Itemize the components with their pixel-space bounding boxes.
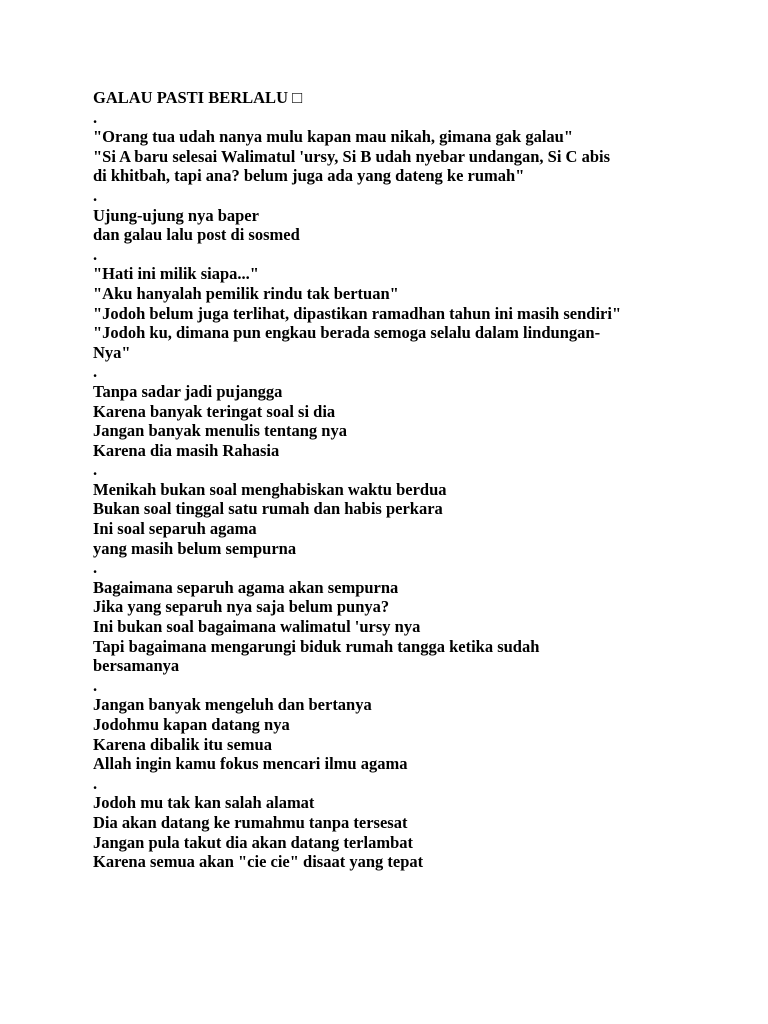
text-line: .	[93, 773, 98, 793]
document-body	[93, 108, 733, 872]
text-line: .	[93, 107, 98, 127]
text-line: .	[93, 185, 98, 205]
text-line: Jodohmu kapan datang nya	[93, 715, 290, 734]
text-line: .	[93, 675, 98, 695]
text-line: Ujung-ujung nya baper	[93, 205, 259, 225]
text-line: Karena dia masih Rahasia	[93, 440, 280, 460]
text-line: Nya"	[93, 342, 131, 362]
text-line: Tapi bagaimana mengarungi biduk rumah tangga ketika sudah	[93, 636, 540, 656]
text-line: Jangan banyak menulis tentang nya	[93, 421, 347, 441]
document-page	[93, 88, 733, 872]
document-title: GALAU PASTI BERLALU □	[93, 88, 303, 107]
text-line: Karena dibalik itu semua	[93, 734, 272, 754]
text-line: Karena banyak teringat soal si dia	[93, 401, 336, 421]
text-line: Ini soal separuh agama	[93, 519, 257, 539]
text-line: di khitbah, tapi ana? belum juga ada yang dateng ke rumah"	[93, 166, 525, 186]
text-line: .	[93, 460, 98, 480]
text-line: dan galau lalu post di sosmed	[93, 225, 300, 245]
text-line: yang masih belum sempurna	[93, 538, 297, 558]
text-line: Bukan soal tinggal satu rumah dan habis perkara	[93, 499, 443, 519]
text-line: Jangan pula takut dia akan datang terlambat	[93, 832, 413, 852]
text-line: Menikah bukan soal menghabiskan waktu berdua	[93, 479, 447, 499]
text-line: Dia akan datang ke rumahmu tanpa tersesat	[93, 812, 408, 832]
text-line: Ini bukan soal bagaimana walimatul 'ursy nya	[93, 617, 421, 637]
text-line: "Si A baru selesai Walimatul 'ursy, Si B udah nyebar undangan, Si C abis	[93, 146, 611, 166]
text-line: "Hati ini milik siapa..."	[93, 264, 259, 284]
text-line: Karena semua akan "cie cie" disaat yang tepat	[93, 852, 424, 872]
text-line: .	[93, 558, 98, 578]
text-line: bersamanya	[93, 656, 180, 676]
text-line: "Jodoh belum juga terlihat, dipastikan ramadhan tahun ini masih sendiri"	[93, 303, 622, 323]
text-line: .	[93, 362, 98, 382]
text-line: Jika yang separuh nya saja belum punya?	[93, 597, 390, 617]
text-line: Tanpa sadar jadi pujangga	[93, 381, 283, 401]
text-line: "Aku hanyalah pemilik rindu tak bertuan"	[93, 283, 399, 303]
text-line: Jodoh mu tak kan salah alamat	[93, 793, 315, 813]
text-line: .	[93, 244, 98, 264]
text-line: "Jodoh ku, dimana pun engkau berada semoga selalu dalam lindungan-	[93, 323, 601, 343]
text-line: "Orang tua udah nanya mulu kapan mau nikah, gimana gak galau"	[93, 127, 574, 147]
text-line: Allah ingin kamu fokus mencari ilmu agama	[93, 754, 408, 774]
text-line: Jangan banyak mengeluh dan bertanya	[93, 695, 372, 715]
text-line: Bagaimana separuh agama akan sempurna	[93, 577, 399, 597]
